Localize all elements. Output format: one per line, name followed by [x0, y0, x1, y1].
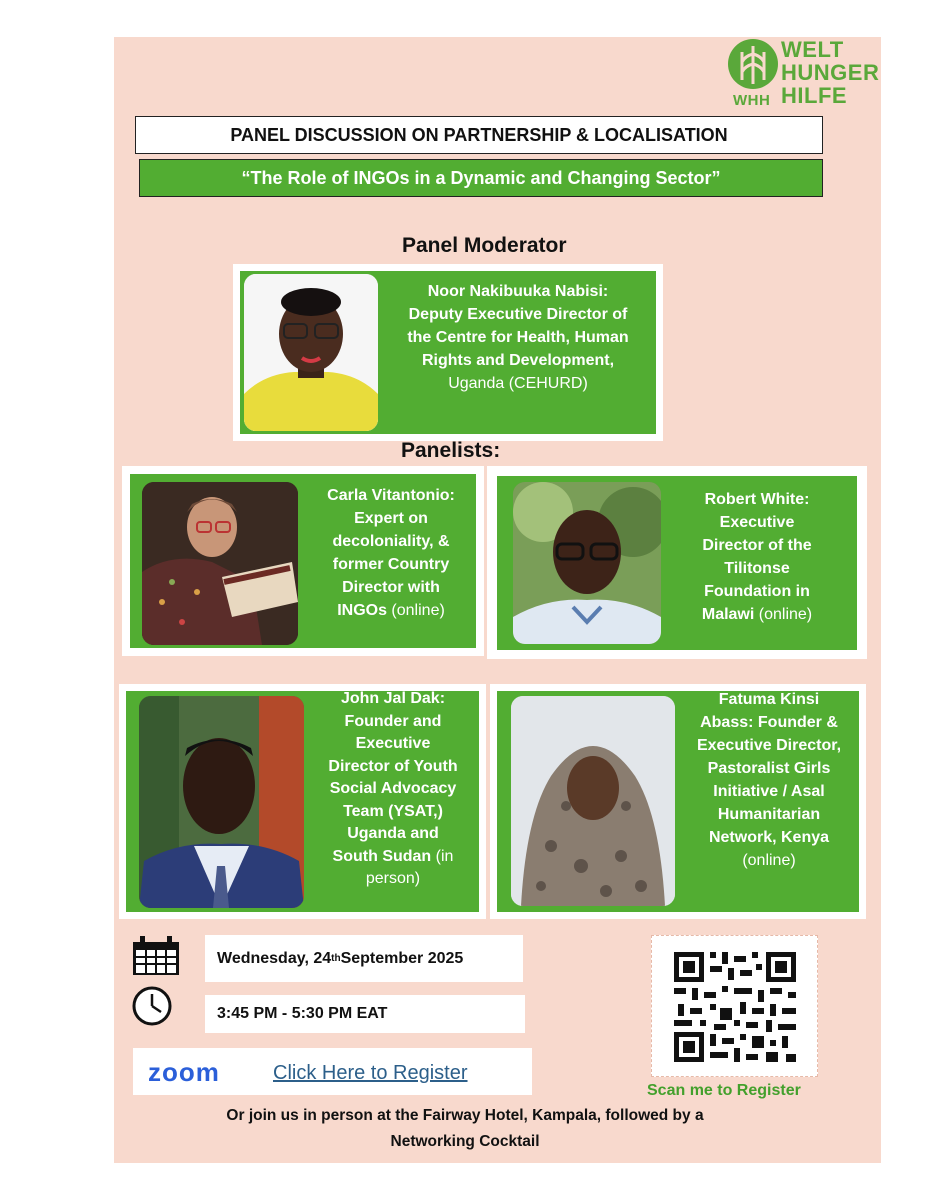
panelist-bio-fatuma: Fatuma Kinsi Abass: Founder & Executive Director, Pastoralist Girls Initiative / Asal Humanitarian Network, Kenya (online) — [696, 691, 842, 869]
clock-icon — [130, 986, 174, 1026]
welthungerhilfe-logo — [727, 37, 880, 112]
panelists-heading: Panelists: — [401, 439, 501, 462]
register-link[interactable]: Click Here to Register — [273, 1062, 468, 1084]
moderator-location: Uganda (CEHURD) — [448, 375, 588, 392]
event-subtitle: “The Role of INGOs in a Dynamic and Changing Sector” — [139, 159, 823, 197]
event-time: 3:45 PM - 5:30 PM EAT — [205, 995, 525, 1033]
qr-code[interactable] — [670, 948, 800, 1066]
moderator-bio: Noor Nakibuuka Nabisi: Deputy Executive Director of the Centre for Health, Human Rights and Development, Uganda (CEHURD) — [383, 280, 653, 395]
panelist-card-fatuma — [490, 684, 866, 919]
moderator-heading: Panel Moderator — [402, 234, 567, 257]
panelist-card-john — [119, 684, 486, 919]
event-title: PANEL DISCUSSION ON PARTNERSHIP & LOCALISATION — [135, 116, 823, 154]
panelist-card-carla — [122, 466, 484, 656]
scan-to-register: Scan me to Register — [647, 1082, 801, 1099]
panelist-photo-robert — [513, 482, 661, 644]
panelist-photo-carla — [142, 482, 298, 645]
panelist-bio-robert: Robert White: Executive Director of the Tilitonse Foundation in Malawi (online) — [701, 491, 813, 623]
moderator-photo — [244, 274, 378, 431]
logo-wordmark — [781, 38, 879, 107]
moderator-card — [233, 264, 663, 441]
panelist-photo-john — [139, 696, 304, 908]
logo-abbr: WHH — [733, 92, 771, 109]
zoom-logo: zoom — [148, 1057, 220, 1087]
panelist-bio-john: John Jal Dak: Founder and Executive Director of Youth Social Advocacy Team (YSAT,) Uganda and South Sudan (in person) — [328, 690, 458, 887]
logo-line-2: HUNGER — [781, 60, 880, 85]
in-person-note: Or join us in person at the Fairway Hotel, Kampala, followed by a Networking Cocktail — [226, 1107, 704, 1150]
logo-line-1: WELT — [781, 37, 844, 62]
panelist-photo-fatuma — [511, 696, 675, 906]
panelist-card-robert — [487, 466, 867, 659]
panelist-bio-carla: Carla Vitantonio: Expert on decoloniality, & former Country Director with INGOs (online) — [327, 487, 455, 619]
event-date: Wednesday, 24 th September 2025 — [205, 935, 523, 982]
zoom-registration — [133, 1048, 532, 1095]
moderator-name: Noor Nakibuuka Nabisi: — [427, 283, 609, 300]
calendar-icon — [132, 936, 180, 976]
wheat-logo-icon — [727, 38, 779, 90]
logo-line-3: HILFE — [781, 83, 848, 108]
qr-code-frame — [651, 935, 818, 1077]
